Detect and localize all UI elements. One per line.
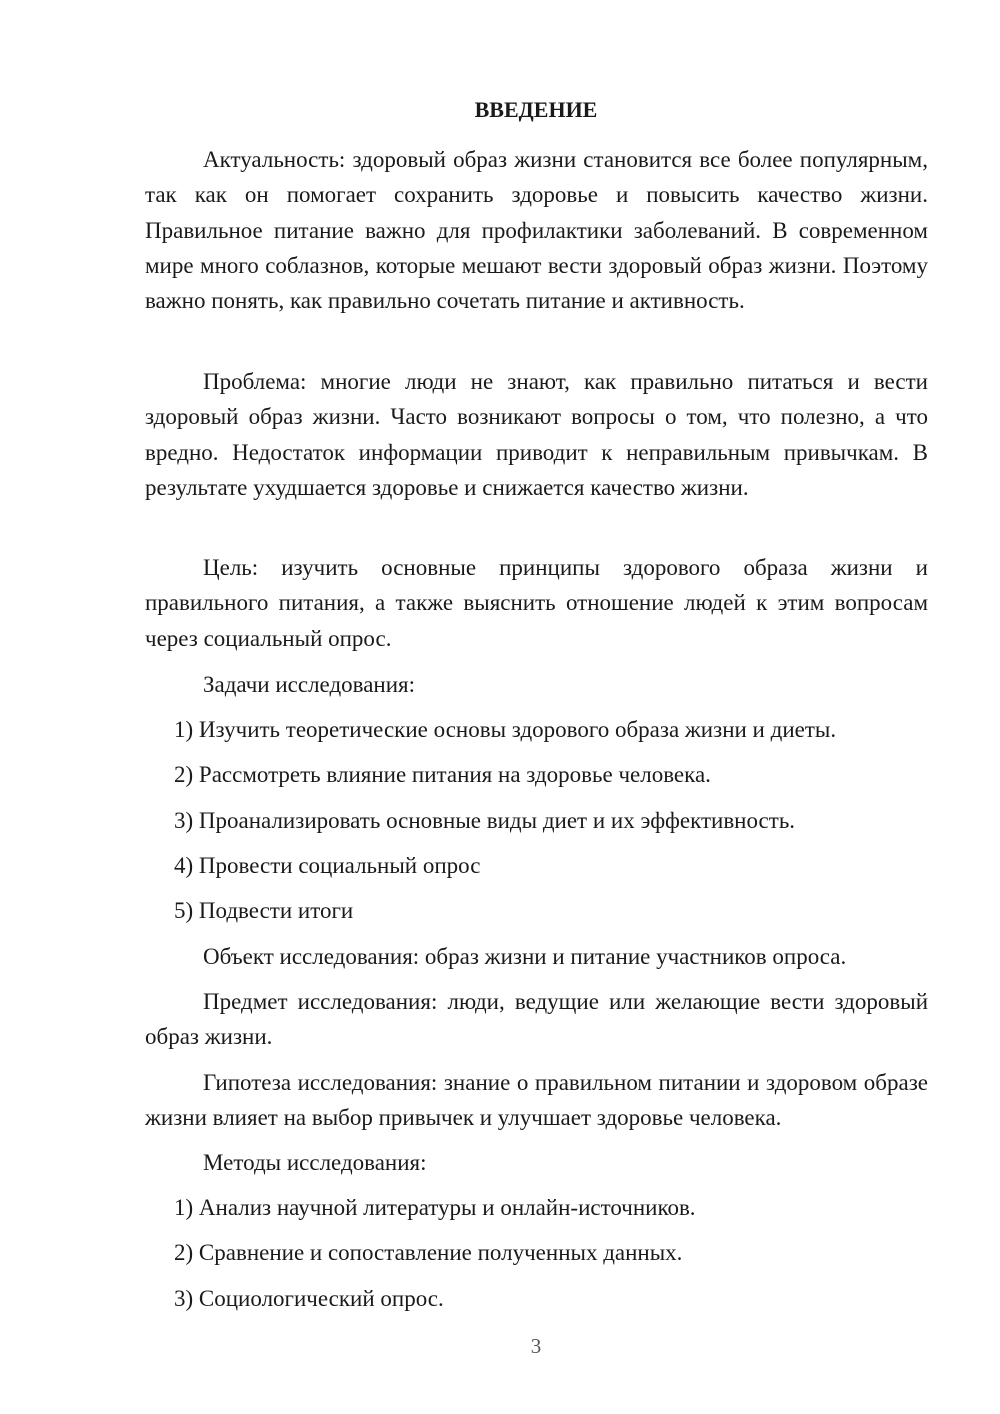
tasks-heading: Задачи исследования: — [203, 672, 416, 697]
task-item: 2) Рассмотреть влияние питания на здоровье человека. — [174, 762, 711, 787]
task-item: 4) Провести социальный опрос — [174, 853, 481, 878]
goal-paragraph: Цель: изучить основные принципы здорового образа жизни и правильного питания, а также выяснить отношение людей к этим вопросам через социальный опрос. — [145, 555, 928, 651]
relevance-paragraph: Актуальность: здоровый образ жизни становится все более популярным, так как он помогает сохранить здоровье и повысить качество жизни. Правильное питание важно для профилактики заболеваний. В современном мире много соблазнов, которые мешают вести здоровый образ жизни. Поэтому важно понять, как правильно сочетать питание и активность. — [145, 147, 928, 314]
object-paragraph: Объект исследования: образ жизни и питание участников опроса. — [203, 944, 847, 969]
method-item: 3) Социологический опрос. — [174, 1286, 444, 1311]
method-item: 2) Сравнение и сопоставление полученных данных. — [174, 1240, 683, 1265]
task-item: 1) Изучить теоретические основы здорового образа жизни и диеты. — [174, 717, 837, 742]
page-title: ВВЕДЕНИЕ — [474, 97, 598, 122]
methods-heading: Методы исследования: — [203, 1150, 427, 1175]
subject-paragraph: Предмет исследования: люди, ведущие или желающие вести здоровый образ жизни. — [145, 989, 928, 1050]
problem-paragraph: Проблема: многие люди не знают, как правильно питаться и вести здоровый образ жизни. Часто возникают вопросы о том, что полезно, а что вредно. Недостаток информации приводит к неправильным привычкам. В результате ухудшается здоровье и снижается качество жизни. — [145, 369, 928, 500]
method-item: 1) Анализ научной литературы и онлайн-источников. — [174, 1195, 696, 1220]
hypothesis-paragraph: Гипотеза исследования: знание о правильном питании и здоровом образе жизни влияет на выбор привычек и улучшает здоровье человека. — [145, 1070, 928, 1131]
task-item: 5) Подвести итоги — [174, 898, 354, 923]
page-number: 3 — [530, 1334, 542, 1358]
task-item: 3) Проанализировать основные виды диет и их эффективность. — [174, 808, 796, 833]
